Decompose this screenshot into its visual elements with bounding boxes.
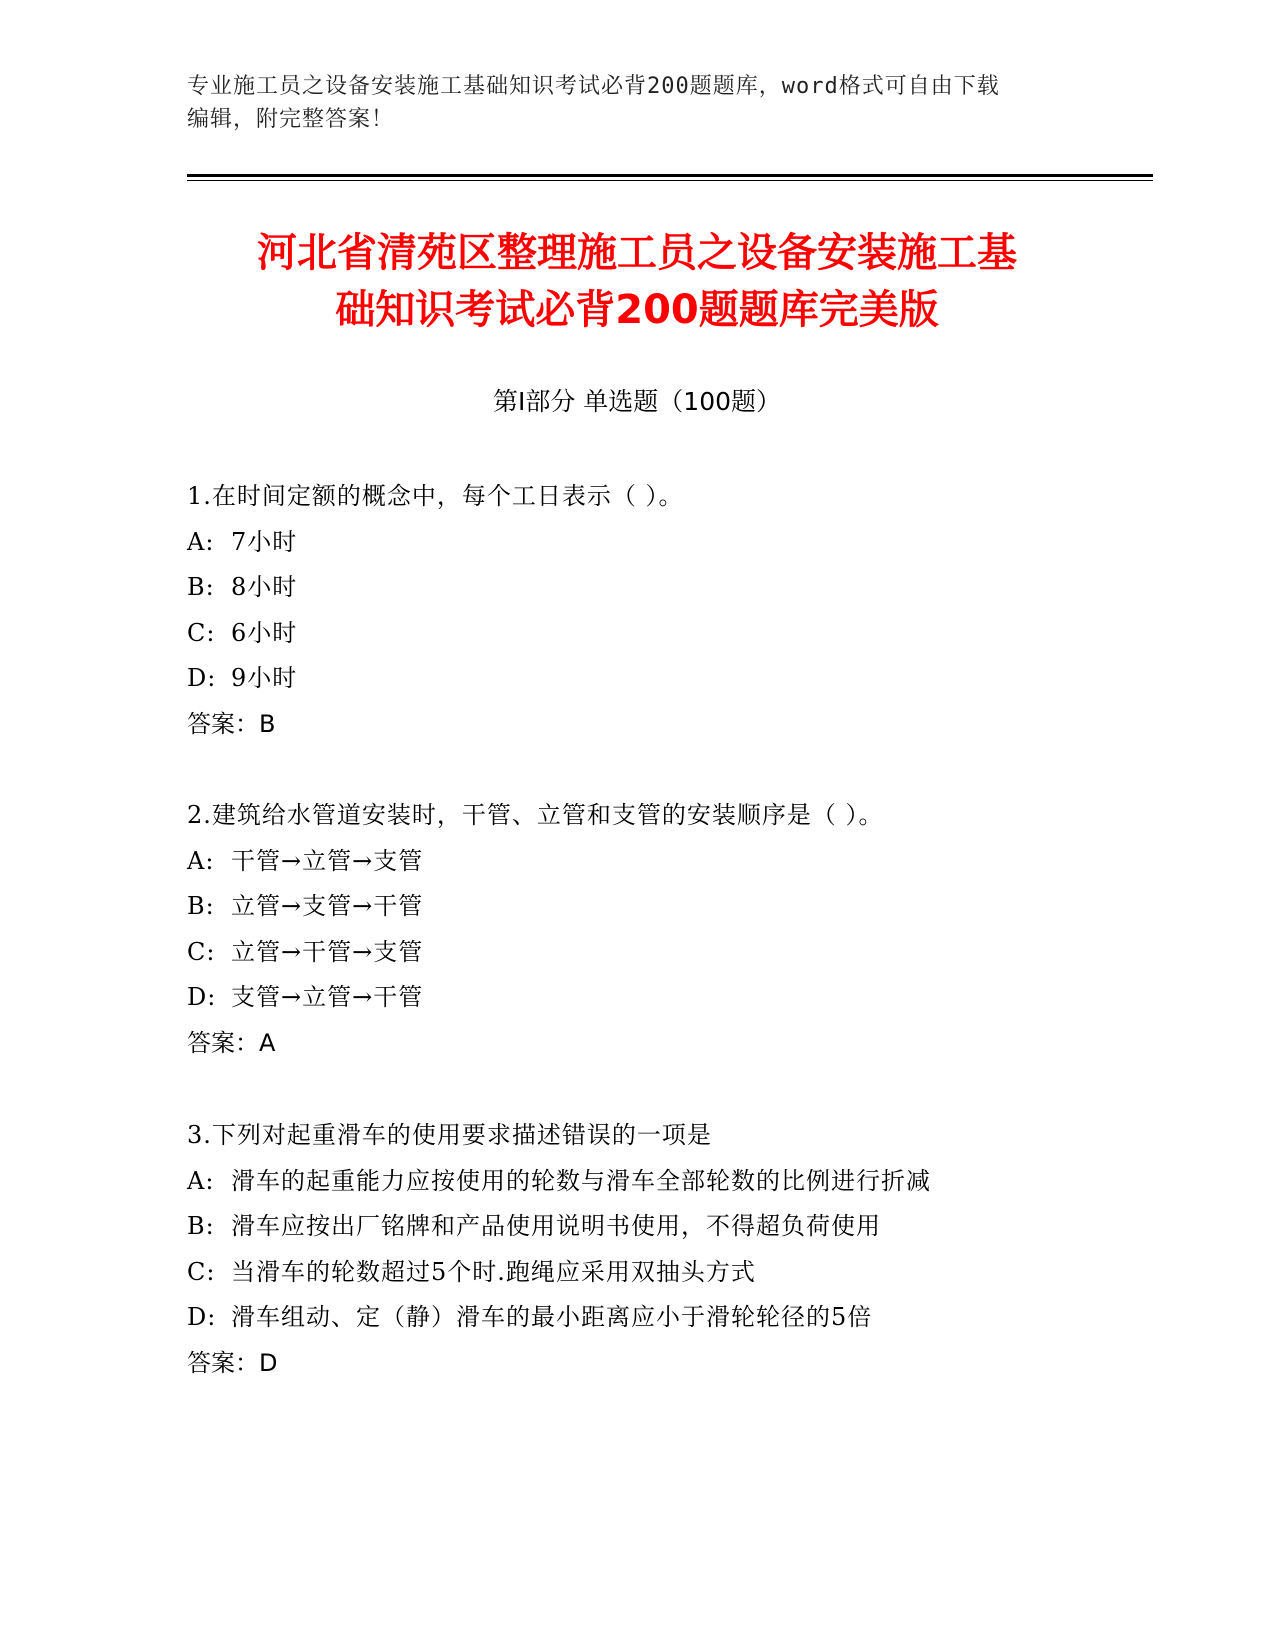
answer: 答案：D	[187, 1348, 278, 1377]
option-key: C:	[187, 618, 216, 647]
option-text: 立管→支管→干管	[231, 892, 424, 920]
option-key: B:	[187, 573, 215, 601]
question-1	[187, 474, 1087, 747]
option-a	[187, 839, 1087, 885]
option-text: 6小时	[231, 618, 298, 647]
option-b	[187, 565, 1087, 611]
option-text: 8小时	[231, 573, 298, 601]
option-a	[187, 1159, 1087, 1205]
document-title	[187, 225, 1087, 339]
option-text: 干管→立管→支管	[231, 846, 424, 875]
question-stem: 1.在时间定额的概念中，每个工日表示（ ）。	[187, 482, 684, 510]
option-text: 9小时	[231, 664, 298, 692]
option-c	[187, 1250, 1087, 1296]
question-stem: 2.建筑给水管道安装时，干管、立管和支管的安装顺序是（ ）。	[187, 801, 884, 829]
option-text: 滑车的起重能力应按使用的轮数与滑车全部轮数的比例进行折减	[231, 1166, 931, 1195]
option-key: B:	[187, 892, 215, 920]
option-text: 滑车组动、定（静）滑车的最小距离应小于滑轮轮径的5倍	[231, 1303, 873, 1331]
option-key: B:	[187, 1212, 215, 1240]
question-stem: 3.下列对起重滑车的使用要求描述错误的一项是	[187, 1121, 712, 1149]
option-text: 7小时	[231, 527, 298, 556]
option-key: A:	[187, 527, 215, 556]
section-heading: 第Ⅰ部分 单选题（100题）	[492, 387, 782, 416]
option-d	[187, 656, 1087, 702]
question-2	[187, 793, 1087, 1066]
header-rule-thin	[187, 180, 1153, 181]
option-a	[187, 520, 1087, 566]
header-note-line-1: 专业施工员之设备安装施工基础知识考试必背200题题库，word格式可自由下载	[187, 74, 1000, 99]
document-title-line-2: 础知识考试必背200题题库完美版	[335, 287, 939, 333]
option-key: A:	[187, 846, 215, 875]
option-key: D:	[187, 983, 217, 1011]
option-key: C:	[187, 937, 216, 966]
option-text: 当滑车的轮数超过5个时.跑绳应采用双抽头方式	[231, 1257, 756, 1286]
question-3	[187, 1113, 1087, 1386]
header-note-line-2: 编辑，附完整答案！	[187, 107, 395, 132]
option-d	[187, 1295, 1087, 1341]
option-c	[187, 611, 1087, 657]
header-note	[187, 70, 1087, 136]
option-key: D:	[187, 1303, 217, 1331]
option-b	[187, 884, 1087, 930]
header-rule-thick	[187, 174, 1153, 177]
option-c	[187, 930, 1087, 976]
option-key: D:	[187, 664, 217, 692]
answer: 答案：A	[187, 1028, 276, 1057]
option-d	[187, 975, 1087, 1021]
answer: 答案：B	[187, 709, 276, 738]
option-text: 立管→干管→支管	[231, 937, 424, 966]
option-key: C:	[187, 1257, 216, 1286]
option-key: A:	[187, 1166, 215, 1195]
document-title-line-1: 河北省清苑区整理施工员之设备安装施工基	[257, 230, 1017, 276]
option-text: 支管→立管→干管	[231, 983, 424, 1011]
option-text: 滑车应按出厂铭牌和产品使用说明书使用，不得超负荷使用	[231, 1212, 881, 1240]
option-b	[187, 1204, 1087, 1250]
